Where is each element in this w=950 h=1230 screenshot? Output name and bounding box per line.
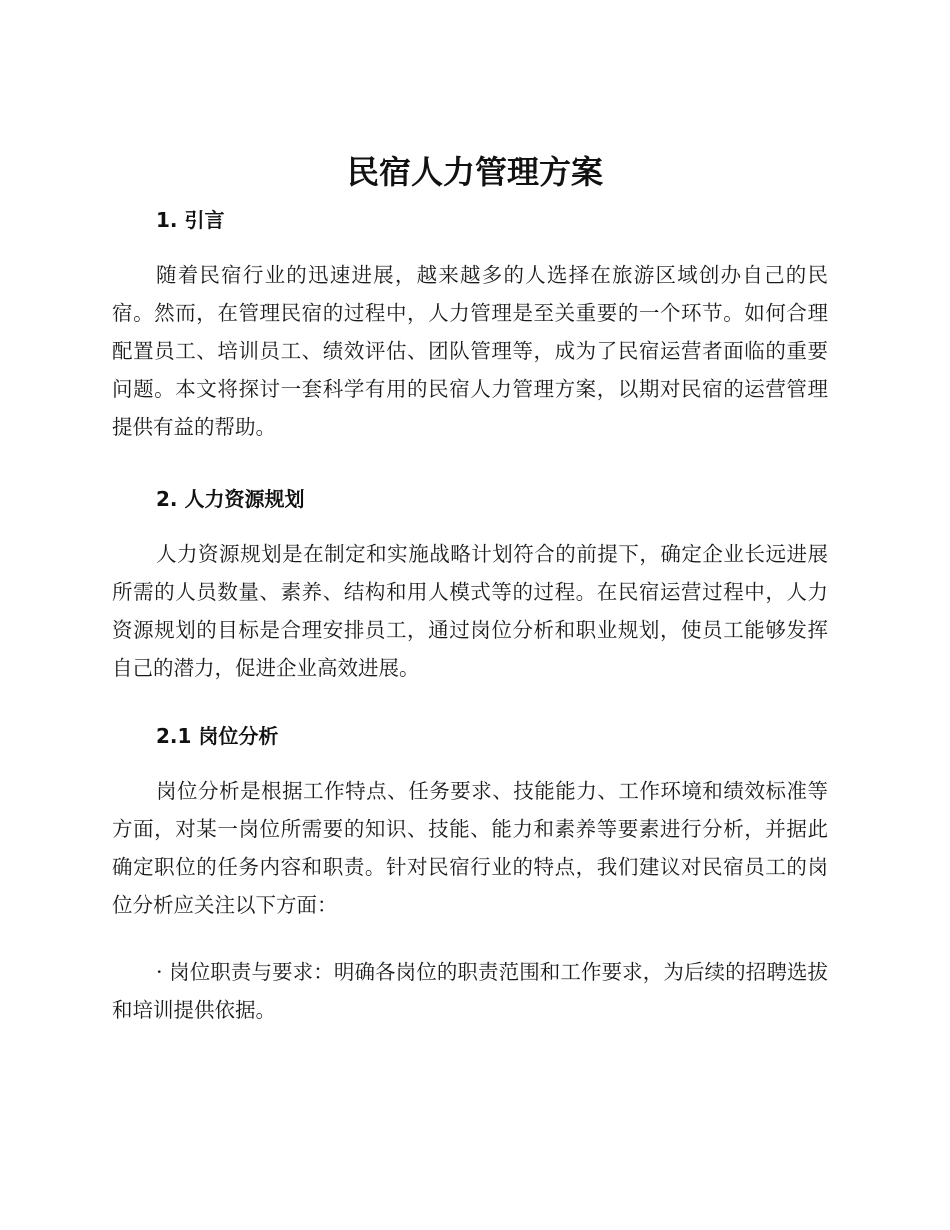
section-heading-hr-planning: 2. 人力资源规划	[156, 487, 305, 511]
bullet-item-job-duties: · 岗位职责与要求：明确各岗位的职责范围和工作要求，为后续的招聘选拔和培训提供依据。	[112, 960, 828, 1022]
paragraph-introduction: 随着民宿行业的迅速进展，越来越多的人选择在旅游区域创办自己的民宿。然而，在管理民宿的过程中，人力管理是至关重要的一个环节。如何合理配置员工、培训员工、绩效评估、团队管理等，成为了民宿运营者面临的重要问题。本文将探讨一套科学有用的民宿人力管理方案，以期对民宿的运营管理提供有益的帮助。	[112, 263, 828, 439]
section-heading-job-analysis: 2.1 岗位分析	[156, 724, 279, 748]
paragraph-hr-planning: 人力资源规划是在制定和实施战略计划符合的前提下，确定企业长远进展所需的人员数量、素养、结构和用人模式等的过程。在民宿运营过程中，人力资源规划的目标是合理安排员工，通过岗位分析和职业规划，使员工能够发挥自己的潜力，促进企业高效进展。	[112, 542, 828, 680]
document-title: 民宿人力管理方案	[346, 153, 603, 191]
paragraph-job-analysis: 岗位分析是根据工作特点、任务要求、技能能力、工作环境和绩效标准等方面，对某一岗位所需要的知识、技能、能力和素养等要素进行分析，并据此确定职位的任务内容和职责。针对民宿行业的特点，我们建议对民宿员工的岗位分析应关注以下方面：	[112, 779, 828, 917]
section-heading-introduction: 1. 引言	[156, 208, 225, 232]
